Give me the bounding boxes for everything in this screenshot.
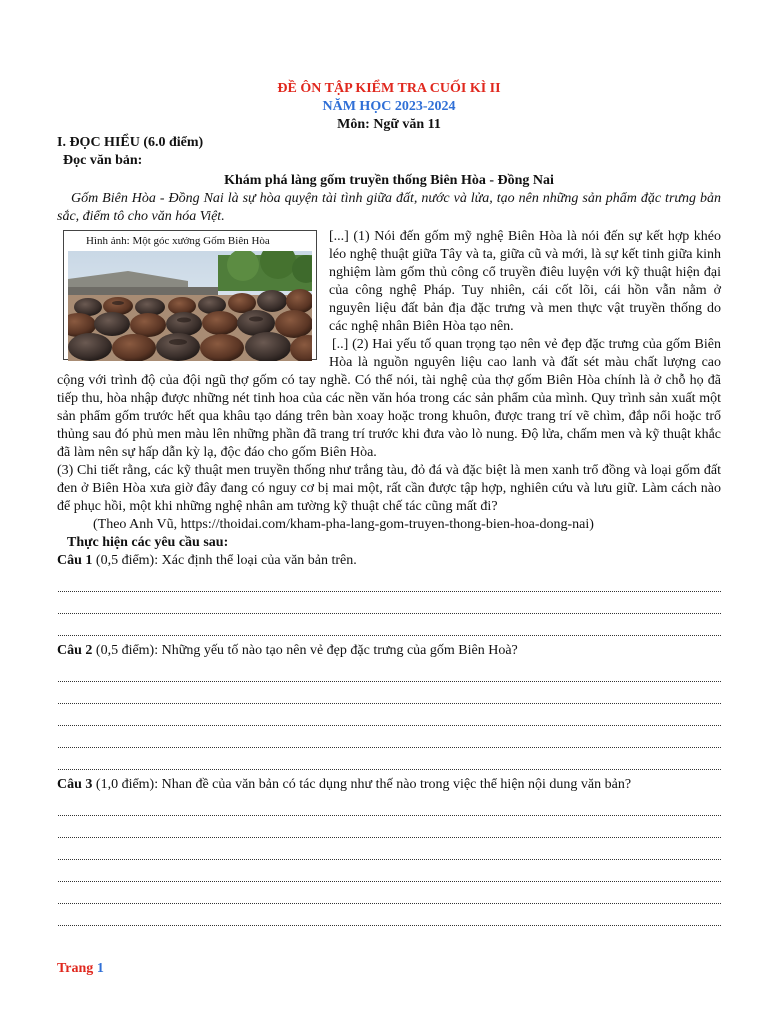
question-points: (1,0 điểm): bbox=[92, 777, 162, 792]
answer-line[interactable] bbox=[58, 614, 721, 636]
exam-title: ĐỀ ÔN TẬP KIỂM TRA CUỐI KÌ II bbox=[277, 81, 501, 96]
answer-line[interactable] bbox=[58, 838, 721, 860]
article-sapo: Gốm Biên Hòa - Đồng Nai là sự hòa quyện tài tình giữa đất, nước và lửa, tạo nên những sản phẩm đặc trưng bản sắc, điểm tô cho văn hóa Việt. bbox=[57, 191, 721, 224]
answer-line[interactable] bbox=[58, 704, 721, 726]
answer-line[interactable] bbox=[58, 904, 721, 926]
answer-line[interactable] bbox=[58, 860, 721, 882]
paragraph-2: [..] (2) Hai yếu tố quan trọng tạo nên vẻ đẹp đặc trưng của gốm Biên Hòa là nguồn nguyên liệu cao lanh và đất sét màu chất lượng cao cộng với trình độ của đội ngũ thợ gốm có tay nghề. Có thể nói, tài nghệ của thợ gốm Biên Hòa chính là ở chỗ họ đã tiếp thu, hòa nhập được những nét tinh hoa của các nền văn hóa trong các sản phẩm của mình. Quy trình sản xuất một sản phẩm gốm trước hết qua khâu tạo dáng trên bàn xoay hoặc trong khuôn, được trang trí vẽ chìm, đắp nổi hoặc trổ thủng sau đó phủ men màu lên những phần đã trang trí trước khi đưa vào lò nung. Độ lửa, chấm men và kỹ thuật khắc đã làm nên sự hấp dẫn kỳ lạ, độc đáo cho gốm Biên Hòa. bbox=[57, 337, 721, 460]
question-text: Nhan đề của văn bản có tác dụng như thế nào trong việc thể hiện nội dung văn bản? bbox=[161, 777, 632, 792]
figure-caption: Hình ảnh: Một góc xưởng Gốm Biên Hòa bbox=[86, 235, 270, 247]
footer-page-number: 1 bbox=[96, 961, 104, 976]
answer-line[interactable] bbox=[58, 592, 721, 614]
source-citation: (Theo Anh Vũ, https://thoidai.com/kham-pha-lang-gom-truyen-thong-bien-hoa-dong-nai) bbox=[93, 517, 594, 532]
section-heading: I. ĐỌC HIỂU (6.0 điểm) bbox=[57, 135, 204, 150]
question-label: Câu 2 bbox=[57, 643, 93, 658]
tasks-label: Thực hiện các yêu cầu sau: bbox=[67, 535, 229, 550]
subject-line: Môn: Ngữ văn 11 bbox=[337, 117, 441, 132]
read-label: Đọc văn bản: bbox=[63, 153, 143, 168]
question-3 bbox=[57, 776, 721, 926]
page-footer bbox=[57, 960, 104, 978]
answer-line[interactable] bbox=[58, 726, 721, 748]
answer-line[interactable] bbox=[58, 682, 721, 704]
figure-box bbox=[63, 230, 317, 360]
answer-line[interactable] bbox=[58, 570, 721, 592]
question-points: (0,5 điểm): bbox=[92, 643, 162, 658]
question-text: Những yếu tố nào tạo nên vẻ đẹp đặc trưng của gốm Biên Hoà? bbox=[161, 643, 518, 658]
question-1 bbox=[57, 552, 721, 636]
pottery-workshop-photo bbox=[68, 251, 312, 361]
question-label: Câu 3 bbox=[57, 777, 93, 792]
answer-line[interactable] bbox=[58, 816, 721, 838]
answer-line[interactable] bbox=[58, 660, 721, 682]
footer-page-word: Trang bbox=[57, 961, 94, 976]
answer-line[interactable] bbox=[58, 748, 721, 770]
question-label: Câu 1 bbox=[57, 553, 93, 568]
article-body bbox=[57, 228, 721, 516]
article-title: Khám phá làng gốm truyền thống Biên Hòa - Đồng Nai bbox=[224, 173, 554, 188]
question-points: (0,5 điểm): bbox=[92, 553, 162, 568]
question-2 bbox=[57, 642, 721, 770]
answer-line[interactable] bbox=[58, 794, 721, 816]
paragraph-3: (3) Chi tiết rằng, các kỹ thuật men truyền thống như trắng tàu, đỏ đá và đặc biệt là men xanh trổ đồng và loại gốm đất đen ở Biên Hòa xưa giờ đây đang có nguy cơ bị mai một, rất cần được tập hợp, nghiên cứu và lưu giữ. Làm cách nào để phục hồi, một khi những nghệ nhân am tường kỹ thuật chế tác cũng mất đi? bbox=[57, 463, 721, 514]
school-year: NĂM HỌC 2023-2024 bbox=[322, 99, 456, 114]
answer-line[interactable] bbox=[58, 882, 721, 904]
paragraph-1: [...] (1) Nói đến gốm mỹ nghệ Biên Hòa là nói đến sự kết hợp khéo léo nghệ thuật giữa Tây và ta, giữa cũ và mới, là sự kết tinh giữa kinh nghiệm làm gốm thủ công cổ truyền điêu luyện với kỹ thuật hiện đại của công nghệ Pháp. Tuy nhiên, cái cốt lõi, cái hồn vẫn nằm ở nguyên liệu đất bản địa đặc trưng và men thực vật truyền thống do các nghệ nhân Biên Hòa tạo nên. bbox=[329, 229, 721, 334]
question-text: Xác định thể loại của văn bản trên. bbox=[161, 553, 357, 568]
document-page bbox=[57, 80, 721, 926]
